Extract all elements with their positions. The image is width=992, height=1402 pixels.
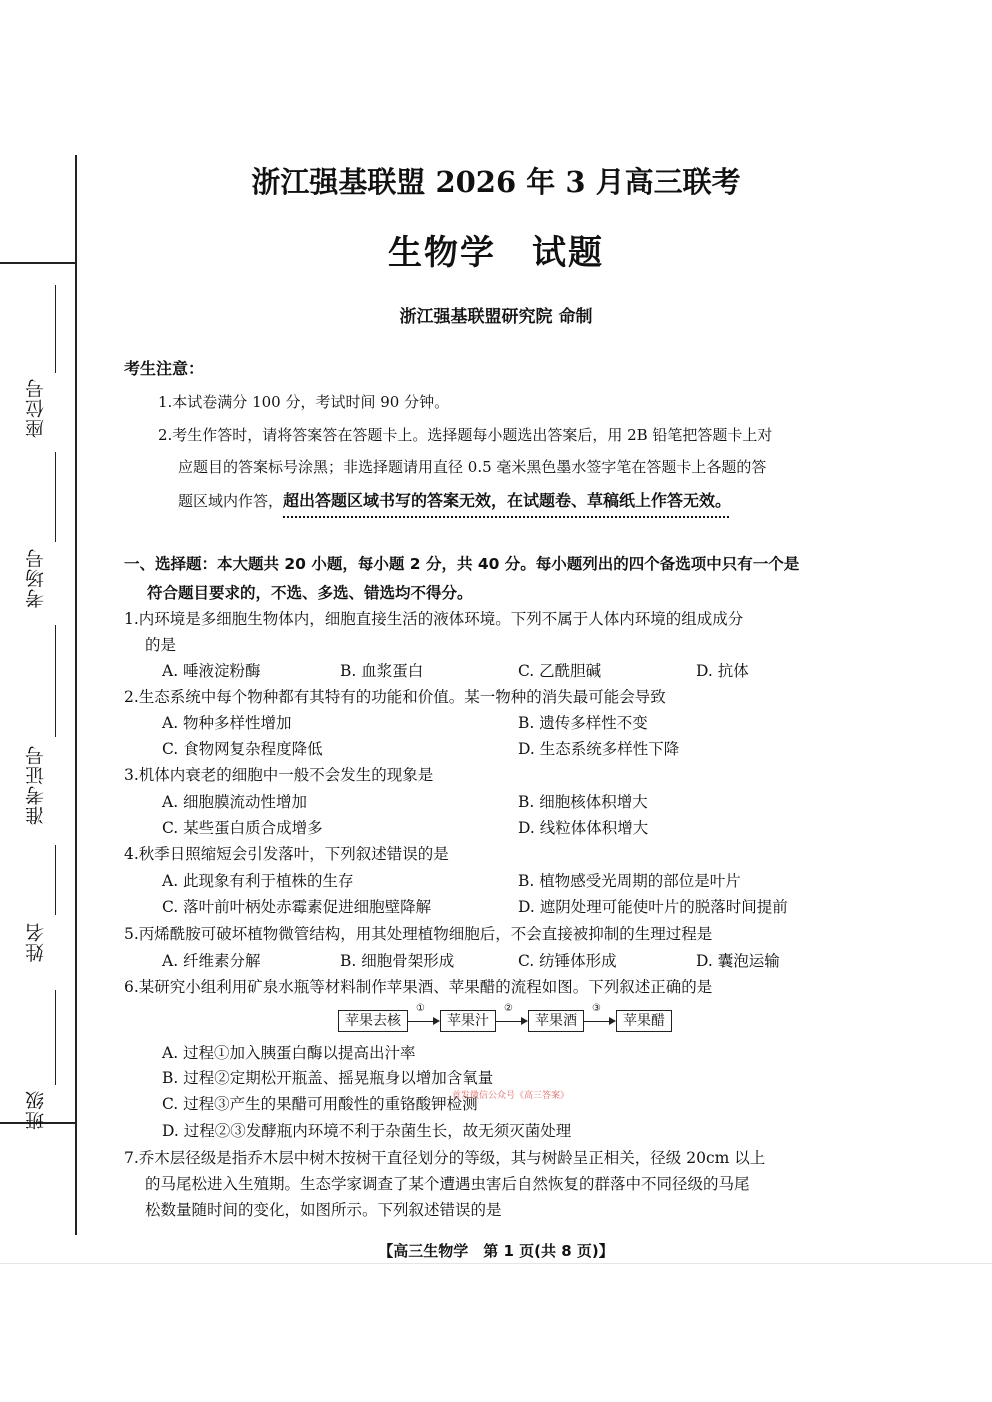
- q2-stem: 2.生态系统中每个物种都有其特有的功能和价值。某一物种的消失最可能会导致: [124, 688, 666, 706]
- flow-box-apple-wine: 苹果酒: [528, 1010, 584, 1032]
- name-label: 姓名: [25, 922, 47, 962]
- q6-option-d: D. 过程②③发酵瓶内环境不利于杂菌生长，故无须灭菌处理: [162, 1122, 572, 1140]
- section-heading-line-2: 符合题目要求的，不选、多选、错选均不得分。: [147, 584, 473, 602]
- q7-stem-line-2: 的马尾松进入生殖期。生态学家调查了某个遭遇虫害后自然恢复的群落中不同径级的马尾: [145, 1175, 750, 1193]
- q2-option-a: A. 物种多样性增加: [162, 714, 292, 732]
- q4-option-d: D. 遮阴处理可能使叶片的脱落时间提前: [518, 898, 788, 916]
- q2-option-b: B. 遗传多样性不变: [518, 714, 648, 732]
- q4-option-a: A. 此现象有利于植株的生存: [162, 872, 354, 890]
- q6-option-b: B. 过程②定期松开瓶盖、摇晃瓶身以增加含氧量: [162, 1069, 494, 1087]
- q3-option-c: C. 某些蛋白质合成增多: [162, 819, 323, 837]
- class-label: 班级: [25, 1090, 47, 1130]
- page-footer: 【高三生物学 第 1 页(共 8 页)】: [378, 1242, 614, 1260]
- q6-flow-diagram: [338, 1003, 672, 1032]
- q6-option-a: A. 过程①加入胰蛋白酶以提高出汁率: [162, 1044, 416, 1062]
- class-blank: [55, 990, 56, 1085]
- q3-option-d: D. 线粒体体积增大: [518, 819, 649, 837]
- exam-room-label: 考场号: [25, 548, 47, 608]
- q1-stem-line-1: 1.内环境是多细胞生物体内，细胞直接生活的液体环境。下列不属于人体内环境的组成成分: [124, 610, 744, 628]
- q1-option-c: C. 乙酰胆碱: [518, 662, 602, 680]
- q3-option-b: B. 细胞核体积增大: [518, 793, 648, 811]
- q2-option-c: C. 食物网复杂程度降低: [162, 740, 323, 758]
- q1-option-d: D. 抗体: [696, 662, 749, 680]
- admission-number-label: 准考证号: [25, 745, 47, 825]
- flow-box-apple-cored: 苹果去核: [338, 1010, 408, 1032]
- section-heading-line-1: 一、选择题：本大题共 20 小题，每小题 2 分，共 40 分。每小题列出的四个备选项中只有一个是: [124, 555, 800, 573]
- issuer: 浙江强基联盟研究院 命制: [399, 307, 593, 327]
- admission-number-blank: [55, 625, 56, 737]
- notice-item-2-line-3: [178, 493, 731, 509]
- notice-emphasis: 超出答题区域书写的答案无效，在试题卷、草稿纸上作答无效。: [283, 491, 732, 510]
- flow-arrow-1: [408, 1003, 440, 1030]
- notice-heading: 考生注意：: [124, 359, 205, 378]
- flow-step-2: ②: [504, 1003, 513, 1014]
- q3-stem: 3.机体内衰老的细胞中一般不会发生的现象是: [124, 766, 434, 784]
- name-blank: [55, 845, 56, 915]
- q5-option-c: C. 纺锤体形成: [518, 952, 617, 970]
- q5-option-d: D. 囊泡运输: [696, 952, 780, 970]
- q5-option-b: B. 细胞骨架形成: [340, 952, 455, 970]
- notice-item-2-line-2: 应题目的答案标号涂黑；非选择题请用直径 0.5 毫米黑色墨水签字笔在答题卡上各题的答: [178, 458, 767, 476]
- q1-option-b: B. 血浆蛋白: [340, 662, 424, 680]
- q1-stem-line-2: 的是: [145, 636, 177, 654]
- flow-arrow-3: [584, 1003, 616, 1030]
- q7-stem-line-1: 7.乔木层径级是指乔木层中树木按树干直径划分的等级，其与树龄呈正相关，径级 20cm 以上: [124, 1149, 766, 1167]
- flow-step-3: ③: [592, 1003, 601, 1014]
- q6-option-c: C. 过程③产生的果醋可用酸性的重铬酸钾检测: [162, 1095, 478, 1113]
- watermark: 首发微信公众号《高三答案》: [452, 1091, 570, 1101]
- q5-stem: 5.丙烯酰胺可破坏植物微管结构，用其处理植物细胞后，不会直接被抑制的生理过程是: [124, 925, 713, 943]
- q6-stem: 6.某研究小组利用矿泉水瓶等材料制作苹果酒、苹果醋的流程如图。下列叙述正确的是: [124, 978, 713, 996]
- flow-box-apple-juice: 苹果汁: [440, 1010, 496, 1032]
- exam-title: 浙江强基联盟 2026 年 3 月高三联考: [251, 165, 741, 199]
- q4-option-b: B. 植物感受光周期的部位是叶片: [518, 872, 741, 890]
- flow-step-1: ①: [416, 1003, 425, 1014]
- notice-item-1: 1.本试卷满分 100 分，考试时间 90 分钟。: [158, 393, 450, 411]
- q5-option-a: A. 纤维素分解: [162, 952, 261, 970]
- exam-room-blank: [55, 452, 56, 542]
- subject-title: 生物学 试题: [388, 233, 604, 273]
- q3-option-a: A. 细胞膜流动性增加: [162, 793, 308, 811]
- seat-number-label: 座位号: [25, 378, 47, 438]
- q7-stem-line-3: 松数量随时间的变化，如图所示。下列叙述错误的是: [145, 1201, 502, 1219]
- q2-option-d: D. 生态系统多样性下降: [518, 740, 680, 758]
- seat-number-blank: [55, 285, 56, 373]
- footer-divider: [0, 1263, 992, 1264]
- flow-arrow-2: [496, 1003, 528, 1030]
- notice-item-2-line-1: 2.考生作答时，请将答案答在答题卡上。选择题每小题选出答案后，用 2B 铅笔把答题卡上对: [158, 426, 773, 444]
- flow-box-apple-vinegar: 苹果醋: [616, 1010, 672, 1032]
- q1-option-a: A. 唾液淀粉酶: [162, 662, 261, 680]
- q4-stem: 4.秋季日照缩短会引发落叶，下列叙述错误的是: [124, 845, 449, 863]
- q4-option-c: C. 落叶前叶柄处赤霉素促进细胞壁降解: [162, 898, 432, 916]
- notice-plain-text: 题区域内作答，: [178, 492, 284, 510]
